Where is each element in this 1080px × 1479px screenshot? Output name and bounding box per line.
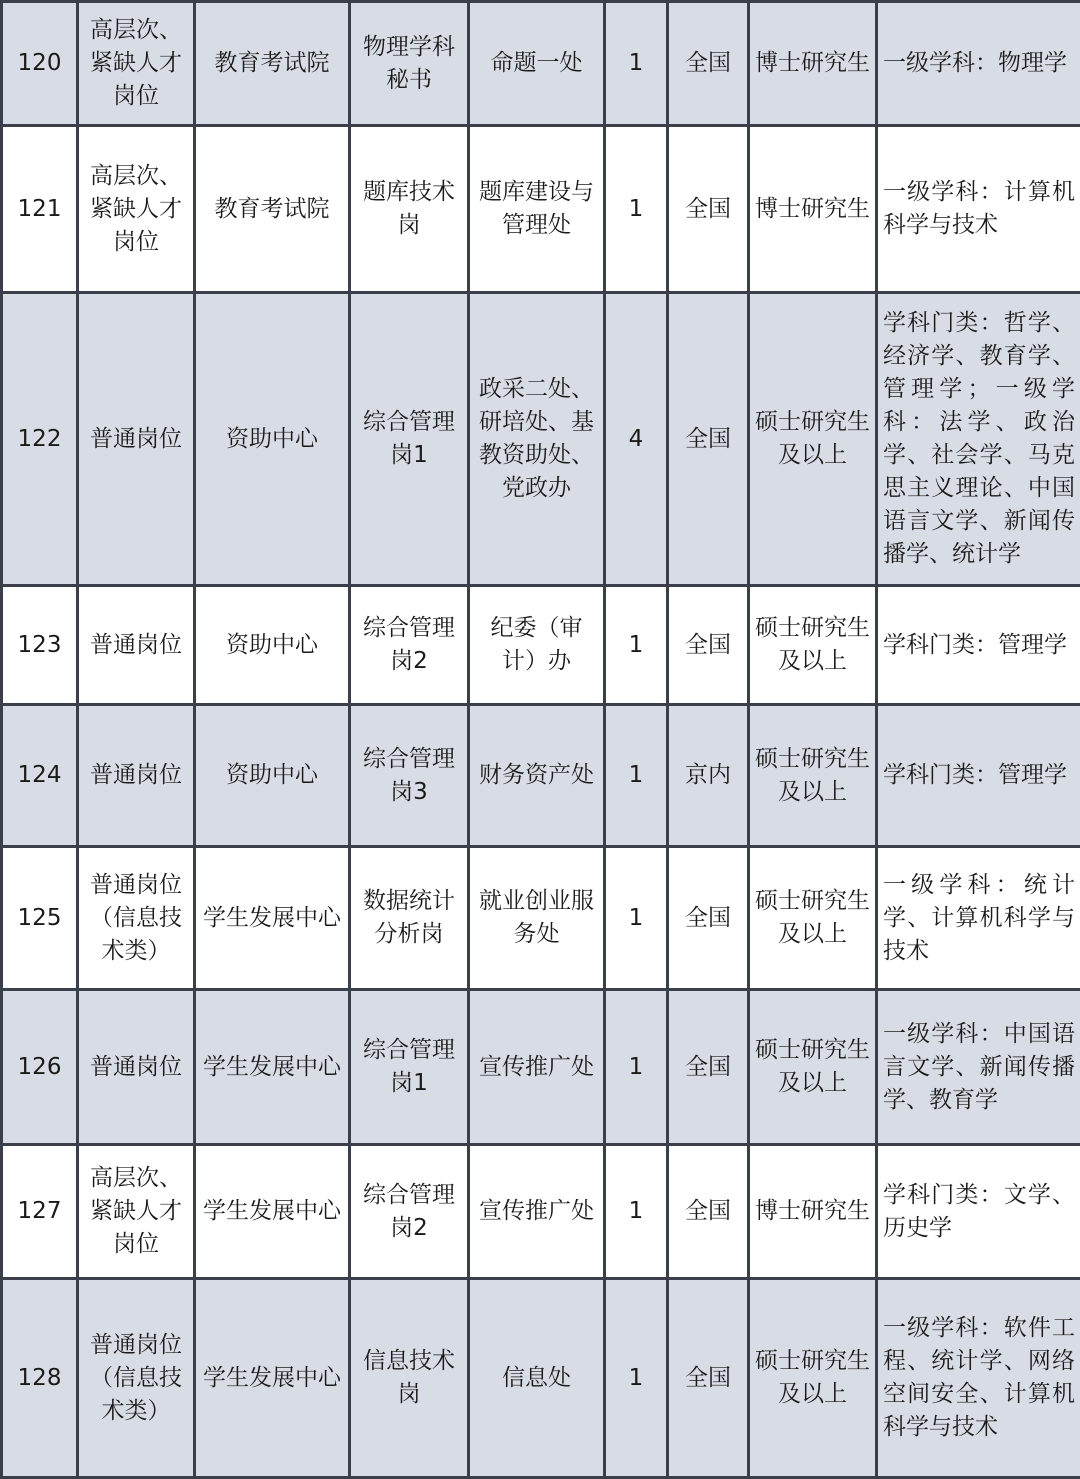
employer-unit-cell: 资助中心 [195,705,350,847]
department-cell: 题库建设与管理处 [469,126,605,293]
department-cell: 宣传推广处 [469,1145,605,1279]
education-cell: 博士研究生 [749,2,877,126]
recruit-scope-cell: 全国 [668,847,749,990]
position-number-cell: 122 [2,293,78,586]
position-number-cell: 126 [2,990,78,1145]
post-name-cell: 信息技术岗 [350,1279,469,1478]
table-row [2,847,1080,990]
employer-unit-cell: 资助中心 [195,293,350,586]
department-cell: 命题一处 [469,2,605,126]
hire-count-cell: 1 [605,126,668,293]
table-row [2,126,1080,293]
major-requirement-cell: 学科门类：哲学、经济学、教育学、管理学；一级学科：法学、政治学、社会学、马克思主义理论、中国语言文学、新闻传播学、统计学 [877,293,1080,586]
recruit-scope-cell: 全国 [668,586,749,705]
education-cell: 硕士研究生及以上 [749,1279,877,1478]
department-cell: 政采二处、研培处、基教资助处、党政办 [469,293,605,586]
hire-count-cell: 1 [605,705,668,847]
table-row [2,1279,1080,1478]
recruit-scope-cell: 全国 [668,1279,749,1478]
post-name-cell: 综合管理岗3 [350,705,469,847]
education-cell: 硕士研究生及以上 [749,990,877,1145]
position-number-cell: 120 [2,2,78,126]
employer-unit-cell: 学生发展中心 [195,990,350,1145]
recruit-scope-cell: 京内 [668,705,749,847]
department-cell: 信息处 [469,1279,605,1478]
table-row [2,586,1080,705]
education-cell: 硕士研究生及以上 [749,705,877,847]
major-requirement-cell: 学科门类：文学、历史学 [877,1145,1080,1279]
major-requirement-cell: 一级学科：统计学、计算机科学与技术 [877,847,1080,990]
recruit-scope-cell: 全国 [668,990,749,1145]
hire-count-cell: 1 [605,1145,668,1279]
table-row [2,293,1080,586]
hire-count-cell: 1 [605,2,668,126]
recruit-scope-cell: 全国 [668,2,749,126]
hire-count-cell: 1 [605,990,668,1145]
hire-count-cell: 1 [605,1279,668,1478]
employer-unit-cell: 学生发展中心 [195,847,350,990]
position-number-cell: 123 [2,586,78,705]
position-type-cell: 普通岗位（信息技术类） [78,1279,195,1478]
post-name-cell: 综合管理岗1 [350,293,469,586]
post-name-cell: 数据统计分析岗 [350,847,469,990]
employer-unit-cell: 资助中心 [195,586,350,705]
position-number-cell: 124 [2,705,78,847]
employer-unit-cell: 教育考试院 [195,2,350,126]
major-requirement-cell: 学科门类：管理学 [877,705,1080,847]
table-row [2,1145,1080,1279]
hire-count-cell: 4 [605,293,668,586]
position-type-cell: 普通岗位 [78,990,195,1145]
department-cell: 宣传推广处 [469,990,605,1145]
recruit-scope-cell: 全国 [668,126,749,293]
position-number-cell: 121 [2,126,78,293]
position-type-cell: 普通岗位 [78,293,195,586]
hire-count-cell: 1 [605,847,668,990]
major-requirement-cell: 一级学科：物理学 [877,2,1080,126]
position-number-cell: 128 [2,1279,78,1478]
major-requirement-cell: 学科门类：管理学 [877,586,1080,705]
education-cell: 博士研究生 [749,1145,877,1279]
post-name-cell: 综合管理岗2 [350,586,469,705]
position-type-cell: 普通岗位（信息技术类） [78,847,195,990]
employer-unit-cell: 学生发展中心 [195,1279,350,1478]
department-cell: 纪委（审计）办 [469,586,605,705]
education-cell: 硕士研究生及以上 [749,293,877,586]
position-type-cell: 高层次、紧缺人才岗位 [78,2,195,126]
department-cell: 就业创业服务处 [469,847,605,990]
education-cell: 硕士研究生及以上 [749,586,877,705]
position-type-cell: 普通岗位 [78,705,195,847]
table-row [2,2,1080,126]
position-number-cell: 127 [2,1145,78,1279]
position-type-cell: 高层次、紧缺人才岗位 [78,1145,195,1279]
major-requirement-cell: 一级学科：软件工程、统计学、网络空间安全、计算机科学与技术 [877,1279,1080,1478]
education-cell: 博士研究生 [749,126,877,293]
position-number-cell: 125 [2,847,78,990]
department-cell: 财务资产处 [469,705,605,847]
employer-unit-cell: 教育考试院 [195,126,350,293]
table-row [2,705,1080,847]
major-requirement-cell: 一级学科：中国语言文学、新闻传播学、教育学 [877,990,1080,1145]
hire-count-cell: 1 [605,586,668,705]
post-name-cell: 题库技术岗 [350,126,469,293]
position-type-cell: 普通岗位 [78,586,195,705]
recruit-scope-cell: 全国 [668,1145,749,1279]
major-requirement-cell: 一级学科：计算机科学与技术 [877,126,1080,293]
education-cell: 硕士研究生及以上 [749,847,877,990]
position-type-cell: 高层次、紧缺人才岗位 [78,126,195,293]
post-name-cell: 物理学科秘书 [350,2,469,126]
recruit-scope-cell: 全国 [668,293,749,586]
table-row [2,990,1080,1145]
post-name-cell: 综合管理岗1 [350,990,469,1145]
employer-unit-cell: 学生发展中心 [195,1145,350,1279]
post-name-cell: 综合管理岗2 [350,1145,469,1279]
